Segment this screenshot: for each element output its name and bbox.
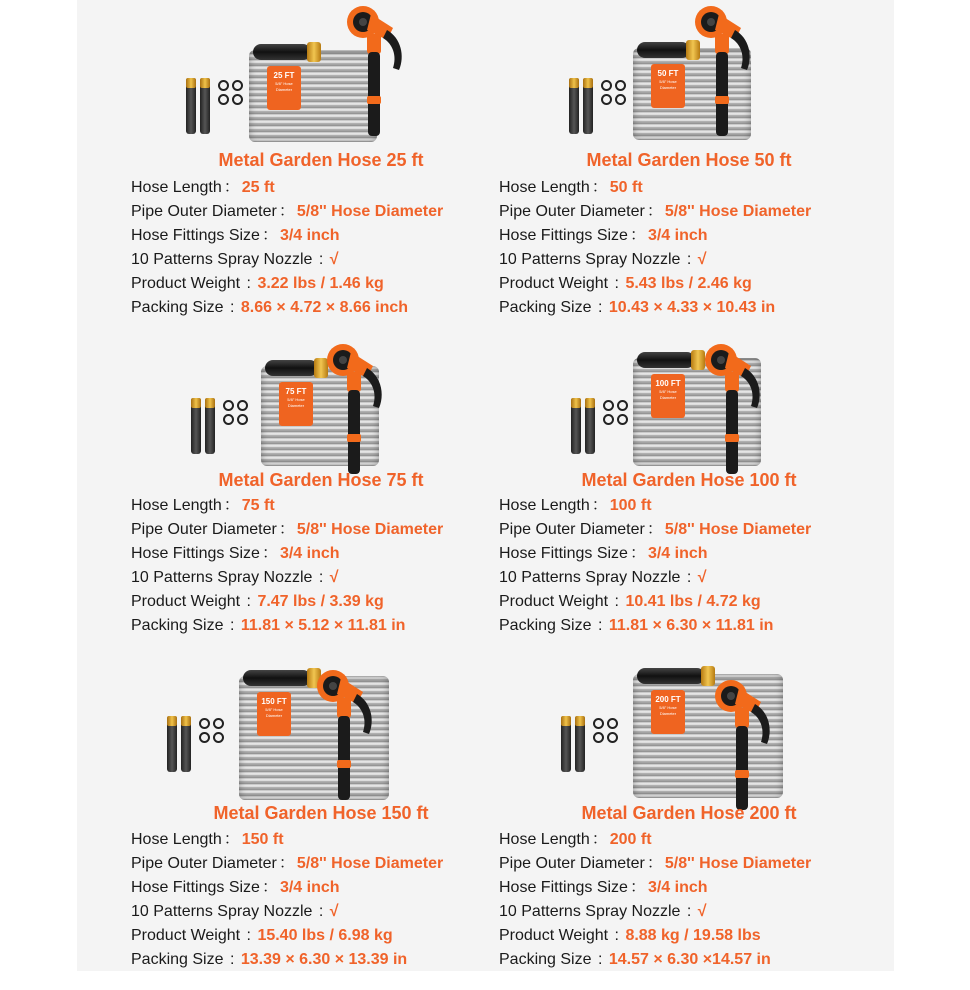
spec-label-nozzle: 10 Patterns Spray Nozzle (499, 903, 681, 920)
length-tag-text: 50 FT (657, 69, 679, 78)
product-image (131, 0, 511, 146)
quick-connector-icon (583, 78, 593, 134)
length-tag-text: 100 FT (655, 379, 681, 388)
spec-list (499, 176, 811, 320)
product-image (499, 330, 879, 466)
spec-separator: ： (261, 545, 278, 562)
spec-separator: : (682, 251, 696, 268)
rubber-washer-icon (615, 94, 626, 105)
spec-label-diameter: Pipe Outer Diameter (131, 521, 277, 538)
product-title: Metal Garden Hose 50 ft (586, 150, 792, 170)
spec-row-diameter (131, 852, 443, 876)
spec-separator: ： (223, 179, 240, 196)
spec-label-packing: Packing Size (131, 951, 224, 968)
spec-value-weight: 8.88 kg / 19.58 lbs (625, 927, 761, 944)
rubber-washer-icon (223, 400, 234, 411)
spec-value-diameter: 5/8'' Hose Diameter (296, 203, 444, 220)
quick-connector-icon (191, 398, 201, 454)
spec-label-fittings: Hose Fittings Size (131, 545, 260, 562)
spray-nozzle-icon (689, 0, 759, 140)
rubber-washer-icon (593, 732, 604, 743)
quick-connector-icon (181, 716, 191, 772)
product-title: Metal Garden Hose 200 ft (581, 803, 797, 823)
spec-value-weight: 15.40 lbs / 6.98 kg (257, 927, 393, 944)
spec-value-nozzle: √ (697, 251, 707, 268)
rubber-washer-icon (593, 718, 604, 729)
quick-connector-icon (561, 716, 571, 772)
length-tag-subtext: 5/8" Hose Diameter (287, 397, 305, 408)
rubber-washer-icon (237, 400, 248, 411)
quick-connector-icon (569, 78, 579, 134)
hose-end-icon (265, 360, 318, 376)
spec-separator: ： (646, 855, 663, 872)
length-tag (267, 66, 301, 110)
spec-row-fittings (131, 876, 443, 900)
spec-separator: ： (278, 521, 295, 538)
spec-row-length (499, 494, 811, 518)
spec-row-length (499, 176, 811, 200)
quick-connector-icon (575, 716, 585, 772)
length-tag-subtext: 5/8" Hose Diameter (275, 81, 293, 92)
rubber-washer-icon (601, 80, 612, 91)
rubber-washer-icon (223, 414, 234, 425)
spec-value-diameter: 5/8'' Hose Diameter (664, 203, 812, 220)
spec-label-diameter: Pipe Outer Diameter (131, 203, 277, 220)
spec-row-diameter (499, 518, 811, 542)
spec-list (131, 494, 443, 638)
spec-separator: ： (223, 831, 240, 848)
length-tag-subtext: 5/8" Hose Diameter (659, 79, 677, 90)
spec-row-fittings (499, 876, 811, 900)
spec-separator: ： (629, 879, 646, 896)
product-card (131, 0, 511, 330)
spec-separator: ： (278, 203, 295, 220)
spec-value-nozzle: √ (697, 903, 707, 920)
spec-value-length: 200 ft (609, 831, 652, 848)
spec-row-fittings (131, 224, 443, 248)
spec-separator: : (314, 903, 328, 920)
spec-list (499, 828, 811, 972)
quick-connector-icon (571, 398, 581, 454)
rubber-washer-icon (601, 94, 612, 105)
hose-end-icon (637, 352, 695, 368)
spec-separator: ： (646, 521, 663, 538)
product-card (499, 660, 879, 990)
spec-separator: : (610, 927, 624, 944)
spec-separator: : (314, 569, 328, 586)
spec-value-weight: 7.47 lbs / 3.39 kg (257, 593, 384, 610)
spray-nozzle-icon (341, 0, 411, 140)
quick-connector-icon (200, 78, 210, 134)
spec-value-length: 75 ft (241, 497, 275, 514)
spec-value-diameter: 5/8'' Hose Diameter (664, 521, 812, 538)
rubber-washer-icon (218, 94, 229, 105)
spec-label-nozzle: 10 Patterns Spray Nozzle (131, 903, 313, 920)
quick-connector-icon (585, 398, 595, 454)
spec-value-weight: 3.22 lbs / 1.46 kg (257, 275, 384, 292)
spec-value-fittings: 3/4 inch (647, 545, 708, 562)
spec-value-packing: 11.81 × 6.30 × 11.81 in (608, 617, 774, 634)
product-title: Metal Garden Hose 100 ft (581, 470, 797, 490)
spec-row-weight (499, 272, 811, 296)
length-tag (257, 692, 291, 736)
quick-connector-icon (186, 78, 196, 134)
rubber-washer-icon (603, 400, 614, 411)
rubber-washer-icon (232, 80, 243, 91)
length-tag (651, 374, 685, 418)
spec-value-packing: 14.57 × 6.30 ×14.57 in (608, 951, 771, 968)
spec-value-diameter: 5/8'' Hose Diameter (664, 855, 812, 872)
spec-value-fittings: 3/4 inch (279, 879, 340, 896)
spec-row-weight (499, 924, 811, 948)
spec-separator: ： (223, 497, 240, 514)
spec-row-weight (131, 272, 443, 296)
spec-label-length: Hose Length (131, 179, 222, 196)
spec-value-diameter: 5/8'' Hose Diameter (296, 855, 444, 872)
spec-label-length: Hose Length (499, 179, 590, 196)
spec-separator: : (610, 593, 624, 610)
length-tag-subtext: 5/8" Hose Diameter (659, 389, 677, 400)
spec-label-nozzle: 10 Patterns Spray Nozzle (499, 251, 681, 268)
product-title: Metal Garden Hose 25 ft (218, 150, 424, 170)
rubber-washer-icon (615, 80, 626, 91)
spec-separator: ： (629, 227, 646, 244)
spec-label-diameter: Pipe Outer Diameter (499, 521, 645, 538)
rubber-washer-icon (617, 414, 628, 425)
spec-row-packing (131, 948, 443, 972)
spec-label-diameter: Pipe Outer Diameter (499, 855, 645, 872)
spec-separator: : (242, 927, 256, 944)
spec-value-nozzle: √ (329, 251, 339, 268)
spec-value-weight: 10.41 lbs / 4.72 kg (625, 593, 761, 610)
spec-value-packing: 8.66 × 4.72 × 8.66 inch (240, 299, 409, 316)
brass-fitting-icon (307, 42, 321, 62)
rubber-washer-icon (213, 718, 224, 729)
spec-separator: ： (591, 497, 608, 514)
length-tag (651, 64, 685, 108)
quick-connector-icon (167, 716, 177, 772)
spec-row-weight (499, 590, 811, 614)
spray-nozzle-icon (321, 338, 391, 478)
rubber-washer-icon (199, 718, 210, 729)
spec-value-nozzle: √ (697, 569, 707, 586)
rubber-washer-icon (199, 732, 210, 743)
spec-value-packing: 10.43 × 4.33 × 10.43 in (608, 299, 776, 316)
spec-row-diameter (131, 518, 443, 542)
spec-value-weight: 5.43 lbs / 2.46 kg (625, 275, 752, 292)
product-card (131, 660, 511, 990)
spec-separator: : (314, 251, 328, 268)
spec-label-weight: Product Weight (499, 593, 609, 610)
product-card (499, 0, 879, 330)
spec-separator: ： (261, 227, 278, 244)
spec-label-length: Hose Length (499, 831, 590, 848)
rubber-washer-icon (213, 732, 224, 743)
spec-row-weight (131, 590, 443, 614)
spec-value-diameter: 5/8'' Hose Diameter (296, 521, 444, 538)
spec-label-packing: Packing Size (499, 617, 592, 634)
length-tag (651, 690, 685, 734)
spec-row-packing (131, 614, 443, 638)
spec-value-fittings: 3/4 inch (279, 545, 340, 562)
spec-label-diameter: Pipe Outer Diameter (499, 203, 645, 220)
hose-end-icon (243, 670, 311, 686)
spec-label-packing: Packing Size (499, 951, 592, 968)
spec-row-packing (499, 948, 811, 972)
product-image (131, 330, 511, 466)
spec-label-nozzle: 10 Patterns Spray Nozzle (131, 251, 313, 268)
spec-list (131, 176, 443, 320)
spec-label-nozzle: 10 Patterns Spray Nozzle (131, 569, 313, 586)
product-card (499, 330, 879, 660)
product-image (499, 660, 879, 799)
spec-label-fittings: Hose Fittings Size (499, 879, 628, 896)
spec-label-length: Hose Length (131, 831, 222, 848)
rubber-washer-icon (607, 732, 618, 743)
spec-separator: : (682, 569, 696, 586)
product-title: Metal Garden Hose 75 ft (218, 470, 424, 490)
spec-separator: ： (591, 831, 608, 848)
spec-value-length: 25 ft (241, 179, 275, 196)
spec-value-nozzle: √ (329, 903, 339, 920)
spec-row-packing (131, 296, 443, 320)
spec-separator: : (610, 275, 624, 292)
spec-row-nozzle (131, 566, 443, 590)
spec-row-fittings (499, 542, 811, 566)
spec-row-weight (131, 924, 443, 948)
spec-label-fittings: Hose Fittings Size (499, 227, 628, 244)
spec-label-fittings: Hose Fittings Size (499, 545, 628, 562)
spec-row-nozzle (499, 900, 811, 924)
spec-row-fittings (131, 542, 443, 566)
spec-separator: ： (646, 203, 663, 220)
spec-value-fittings: 3/4 inch (647, 227, 708, 244)
spec-row-nozzle (499, 566, 811, 590)
spec-row-packing (499, 296, 811, 320)
spec-separator: : (593, 951, 607, 968)
spec-value-nozzle: √ (329, 569, 339, 586)
spec-label-weight: Product Weight (499, 275, 609, 292)
rubber-washer-icon (617, 400, 628, 411)
spec-list (499, 494, 811, 638)
spec-row-nozzle (131, 900, 443, 924)
spec-row-diameter (131, 200, 443, 224)
length-tag-subtext: 5/8" Hose Diameter (265, 707, 283, 718)
spec-separator: : (242, 275, 256, 292)
spec-row-packing (499, 614, 811, 638)
spec-value-fittings: 3/4 inch (647, 879, 708, 896)
spec-separator: ： (591, 179, 608, 196)
spec-row-diameter (499, 852, 811, 876)
spec-label-packing: Packing Size (131, 299, 224, 316)
spec-label-diameter: Pipe Outer Diameter (131, 855, 277, 872)
spec-label-packing: Packing Size (131, 617, 224, 634)
length-tag-text: 75 FT (285, 387, 307, 396)
spec-row-nozzle (131, 248, 443, 272)
spec-label-weight: Product Weight (131, 927, 241, 944)
spec-label-length: Hose Length (131, 497, 222, 514)
spec-row-length (131, 828, 443, 852)
product-image (131, 660, 511, 799)
rubber-washer-icon (607, 718, 618, 729)
spec-separator: : (593, 617, 607, 634)
rubber-washer-icon (232, 94, 243, 105)
product-card (131, 330, 511, 660)
spec-row-length (131, 494, 443, 518)
spec-value-packing: 11.81 × 5.12 × 11.81 in (240, 617, 406, 634)
length-tag-text: 200 FT (655, 695, 681, 704)
quick-connector-icon (205, 398, 215, 454)
spec-value-length: 150 ft (241, 831, 284, 848)
spec-label-fittings: Hose Fittings Size (131, 879, 260, 896)
spec-list (131, 828, 443, 972)
spray-nozzle-icon (709, 674, 779, 814)
hose-end-icon (637, 668, 705, 684)
length-tag-subtext: 5/8" Hose Diameter (659, 705, 677, 716)
spec-separator: : (225, 951, 239, 968)
spec-separator: ： (278, 855, 295, 872)
spray-nozzle-icon (699, 338, 769, 478)
hose-end-icon (637, 42, 690, 58)
spec-value-length: 50 ft (609, 179, 643, 196)
hose-end-icon (253, 44, 311, 60)
length-tag (279, 382, 313, 426)
spec-label-packing: Packing Size (499, 299, 592, 316)
spec-separator: ： (629, 545, 646, 562)
product-image (499, 0, 879, 146)
spec-label-weight: Product Weight (499, 927, 609, 944)
spec-separator: ： (261, 879, 278, 896)
length-tag-text: 150 FT (261, 697, 287, 706)
spec-separator: : (242, 593, 256, 610)
rubber-washer-icon (218, 80, 229, 91)
rubber-washer-icon (237, 414, 248, 425)
product-title: Metal Garden Hose 150 ft (213, 803, 429, 823)
spec-row-length (499, 828, 811, 852)
spec-separator: : (225, 617, 239, 634)
spec-value-fittings: 3/4 inch (279, 227, 340, 244)
spec-separator: : (225, 299, 239, 316)
spec-row-nozzle (499, 248, 811, 272)
spec-row-diameter (499, 200, 811, 224)
spec-row-fittings (499, 224, 811, 248)
spec-label-nozzle: 10 Patterns Spray Nozzle (499, 569, 681, 586)
spec-value-packing: 13.39 × 6.30 × 13.39 in (240, 951, 408, 968)
spec-separator: : (682, 903, 696, 920)
spec-label-length: Hose Length (499, 497, 590, 514)
length-tag-text: 25 FT (273, 71, 295, 80)
rubber-washer-icon (603, 414, 614, 425)
spec-label-weight: Product Weight (131, 275, 241, 292)
spec-label-fittings: Hose Fittings Size (131, 227, 260, 244)
spec-label-weight: Product Weight (131, 593, 241, 610)
spec-value-length: 100 ft (609, 497, 652, 514)
spec-separator: : (593, 299, 607, 316)
spray-nozzle-icon (311, 664, 381, 804)
spec-row-length (131, 176, 443, 200)
